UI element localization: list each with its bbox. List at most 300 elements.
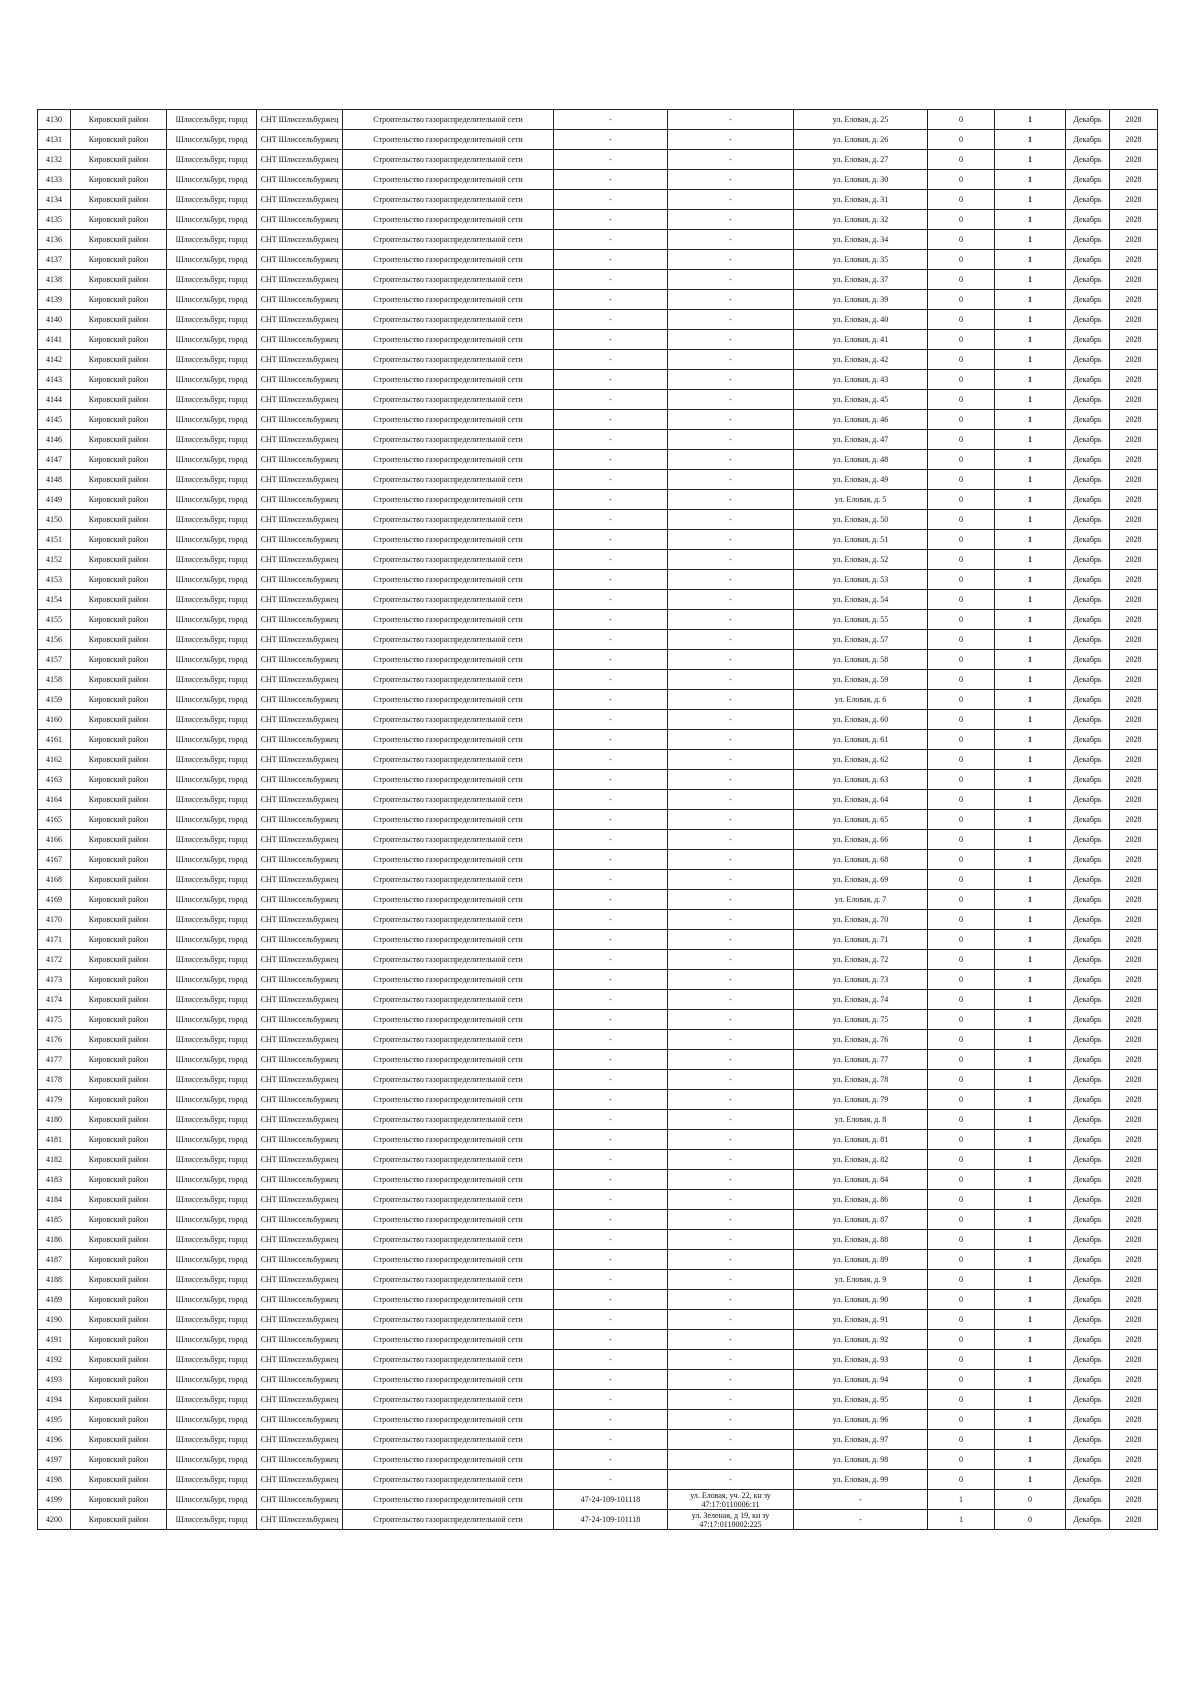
month-cell: Декабрь bbox=[1066, 250, 1110, 270]
count-a-cell: 0 bbox=[928, 1070, 995, 1090]
count-b-cell: 1 bbox=[995, 810, 1066, 830]
snt-cell: СНТ Шлиссельбуржец bbox=[257, 530, 343, 550]
count-b-cell: 1 bbox=[995, 150, 1066, 170]
work-type-cell: Строительство газораспределительной сети bbox=[343, 910, 554, 930]
count-a-cell: 0 bbox=[928, 810, 995, 830]
table-row bbox=[38, 410, 1158, 430]
month-cell: Декабрь bbox=[1066, 1050, 1110, 1070]
settlement-cell: Шлиссельбург, город bbox=[167, 950, 257, 970]
work-type-cell: Строительство газораспределительной сети bbox=[343, 390, 554, 410]
row-number: 4136 bbox=[38, 230, 71, 250]
address-cell: ул. Еловая, д. 54 bbox=[794, 590, 928, 610]
object-cell: - bbox=[668, 750, 794, 770]
row-number: 4174 bbox=[38, 990, 71, 1010]
row-number: 4143 bbox=[38, 370, 71, 390]
count-a-cell: 0 bbox=[928, 610, 995, 630]
count-a-cell: 0 bbox=[928, 1010, 995, 1030]
address-cell: ул. Еловая, д. 35 bbox=[794, 250, 928, 270]
code-cell: - bbox=[554, 1010, 668, 1030]
count-b-cell: 1 bbox=[995, 530, 1066, 550]
district-cell: Кировский район bbox=[71, 710, 167, 730]
snt-cell: СНТ Шлиссельбуржец bbox=[257, 1410, 343, 1430]
district-cell: Кировский район bbox=[71, 110, 167, 130]
work-type-cell: Строительство газораспределительной сети bbox=[343, 830, 554, 850]
address-cell: ул. Еловая, д. 78 bbox=[794, 1070, 928, 1090]
year-cell: 2028 bbox=[1110, 630, 1158, 650]
month-cell: Декабрь bbox=[1066, 1190, 1110, 1210]
address-cell: ул. Еловая, д. 64 bbox=[794, 790, 928, 810]
count-b-cell: 1 bbox=[995, 830, 1066, 850]
table-row bbox=[38, 290, 1158, 310]
object-cell: - bbox=[668, 1190, 794, 1210]
settlement-cell: Шлиссельбург, город bbox=[167, 290, 257, 310]
address-cell: ул. Еловая, д. 45 bbox=[794, 390, 928, 410]
count-a-cell: 0 bbox=[928, 330, 995, 350]
row-number: 4172 bbox=[38, 950, 71, 970]
settlement-cell: Шлиссельбург, город bbox=[167, 470, 257, 490]
snt-cell: СНТ Шлиссельбуржец bbox=[257, 1150, 343, 1170]
count-b-cell: 1 bbox=[995, 210, 1066, 230]
work-type-cell: Строительство газораспределительной сети bbox=[343, 110, 554, 130]
work-type-cell: Строительство газораспределительной сети bbox=[343, 1470, 554, 1490]
snt-cell: СНТ Шлиссельбуржец bbox=[257, 670, 343, 690]
row-number: 4161 bbox=[38, 730, 71, 750]
table-row bbox=[38, 1010, 1158, 1030]
settlement-cell: Шлиссельбург, город bbox=[167, 230, 257, 250]
count-a-cell: 0 bbox=[928, 510, 995, 530]
row-number: 4166 bbox=[38, 830, 71, 850]
month-cell: Декабрь bbox=[1066, 310, 1110, 330]
table-row bbox=[38, 1110, 1158, 1130]
work-type-cell: Строительство газораспределительной сети bbox=[343, 1170, 554, 1190]
district-cell: Кировский район bbox=[71, 910, 167, 930]
count-b-cell: 1 bbox=[995, 1310, 1066, 1330]
address-cell: ул. Еловая, д. 53 bbox=[794, 570, 928, 590]
settlement-cell: Шлиссельбург, город bbox=[167, 1490, 257, 1510]
address-cell: ул. Еловая, д. 60 bbox=[794, 710, 928, 730]
snt-cell: СНТ Шлиссельбуржец bbox=[257, 330, 343, 350]
count-b-cell: 1 bbox=[995, 590, 1066, 610]
year-cell: 2028 bbox=[1110, 150, 1158, 170]
address-cell: ул. Еловая, д. 63 bbox=[794, 770, 928, 790]
snt-cell: СНТ Шлиссельбуржец bbox=[257, 730, 343, 750]
work-type-cell: Строительство газораспределительной сети bbox=[343, 1450, 554, 1470]
code-cell: - bbox=[554, 330, 668, 350]
table-row bbox=[38, 310, 1158, 330]
object-cell: - bbox=[668, 1410, 794, 1430]
settlement-cell: Шлиссельбург, город bbox=[167, 1430, 257, 1450]
year-cell: 2028 bbox=[1110, 1310, 1158, 1330]
code-cell: - bbox=[554, 1290, 668, 1310]
address-cell: ул. Еловая, д. 88 bbox=[794, 1230, 928, 1250]
count-a-cell: 0 bbox=[928, 1170, 995, 1190]
table-row bbox=[38, 190, 1158, 210]
address-cell: ул. Еловая, д. 96 bbox=[794, 1410, 928, 1430]
count-a-cell: 0 bbox=[928, 270, 995, 290]
work-type-cell: Строительство газораспределительной сети bbox=[343, 290, 554, 310]
month-cell: Декабрь bbox=[1066, 1370, 1110, 1390]
count-b-cell: 1 bbox=[995, 1370, 1066, 1390]
year-cell: 2028 bbox=[1110, 290, 1158, 310]
snt-cell: СНТ Шлиссельбуржец bbox=[257, 810, 343, 830]
gasification-table bbox=[37, 109, 1158, 1530]
month-cell: Декабрь bbox=[1066, 610, 1110, 630]
month-cell: Декабрь bbox=[1066, 350, 1110, 370]
address-cell: ул. Еловая, д. 46 bbox=[794, 410, 928, 430]
count-a-cell: 0 bbox=[928, 1290, 995, 1310]
table-row bbox=[38, 1230, 1158, 1250]
year-cell: 2028 bbox=[1110, 1410, 1158, 1430]
district-cell: Кировский район bbox=[71, 390, 167, 410]
year-cell: 2028 bbox=[1110, 1470, 1158, 1490]
code-cell: - bbox=[554, 310, 668, 330]
work-type-cell: Строительство газораспределительной сети bbox=[343, 330, 554, 350]
count-a-cell: 0 bbox=[928, 1390, 995, 1410]
row-number: 4151 bbox=[38, 530, 71, 550]
settlement-cell: Шлиссельбург, город bbox=[167, 390, 257, 410]
code-cell: - bbox=[554, 1250, 668, 1270]
object-cell: - bbox=[668, 810, 794, 830]
row-number: 4183 bbox=[38, 1170, 71, 1190]
count-b-cell: 0 bbox=[995, 1510, 1066, 1530]
settlement-cell: Шлиссельбург, город bbox=[167, 970, 257, 990]
year-cell: 2028 bbox=[1110, 1130, 1158, 1150]
month-cell: Декабрь bbox=[1066, 670, 1110, 690]
settlement-cell: Шлиссельбург, город bbox=[167, 1150, 257, 1170]
snt-cell: СНТ Шлиссельбуржец bbox=[257, 710, 343, 730]
settlement-cell: Шлиссельбург, город bbox=[167, 750, 257, 770]
district-cell: Кировский район bbox=[71, 1150, 167, 1170]
month-cell: Декабрь bbox=[1066, 530, 1110, 550]
month-cell: Декабрь bbox=[1066, 1430, 1110, 1450]
work-type-cell: Строительство газораспределительной сети bbox=[343, 210, 554, 230]
count-b-cell: 1 bbox=[995, 690, 1066, 710]
district-cell: Кировский район bbox=[71, 690, 167, 710]
district-cell: Кировский район bbox=[71, 230, 167, 250]
object-cell: - bbox=[668, 210, 794, 230]
code-cell: - bbox=[554, 390, 668, 410]
code-cell: - bbox=[554, 210, 668, 230]
code-cell: - bbox=[554, 1050, 668, 1070]
row-number: 4159 bbox=[38, 690, 71, 710]
object-cell: - bbox=[668, 950, 794, 970]
work-type-cell: Строительство газораспределительной сети bbox=[343, 850, 554, 870]
table-row bbox=[38, 510, 1158, 530]
year-cell: 2028 bbox=[1110, 410, 1158, 430]
object-cell: - bbox=[668, 130, 794, 150]
snt-cell: СНТ Шлиссельбуржец bbox=[257, 1470, 343, 1490]
settlement-cell: Шлиссельбург, город bbox=[167, 570, 257, 590]
settlement-cell: Шлиссельбург, город bbox=[167, 330, 257, 350]
address-cell: ул. Еловая, д. 59 bbox=[794, 670, 928, 690]
count-a-cell: 0 bbox=[928, 470, 995, 490]
snt-cell: СНТ Шлиссельбуржец bbox=[257, 210, 343, 230]
count-b-cell: 1 bbox=[995, 850, 1066, 870]
count-b-cell: 1 bbox=[995, 290, 1066, 310]
code-cell: - bbox=[554, 1330, 668, 1350]
table-row bbox=[38, 1490, 1158, 1510]
work-type-cell: Строительство газораспределительной сети bbox=[343, 190, 554, 210]
year-cell: 2028 bbox=[1110, 790, 1158, 810]
district-cell: Кировский район bbox=[71, 1490, 167, 1510]
snt-cell: СНТ Шлиссельбуржец bbox=[257, 450, 343, 470]
table-row bbox=[38, 710, 1158, 730]
district-cell: Кировский район bbox=[71, 890, 167, 910]
address-cell: ул. Еловая, д. 57 bbox=[794, 630, 928, 650]
code-cell: - bbox=[554, 270, 668, 290]
year-cell: 2028 bbox=[1110, 570, 1158, 590]
month-cell: Декабрь bbox=[1066, 850, 1110, 870]
address-cell: ул. Еловая, д. 77 bbox=[794, 1050, 928, 1070]
count-a-cell: 0 bbox=[928, 730, 995, 750]
count-a-cell: 0 bbox=[928, 250, 995, 270]
district-cell: Кировский район bbox=[71, 570, 167, 590]
district-cell: Кировский район bbox=[71, 350, 167, 370]
work-type-cell: Строительство газораспределительной сети bbox=[343, 350, 554, 370]
address-cell: ул. Еловая, д. 66 bbox=[794, 830, 928, 850]
year-cell: 2028 bbox=[1110, 270, 1158, 290]
month-cell: Декабрь bbox=[1066, 410, 1110, 430]
count-b-cell: 1 bbox=[995, 610, 1066, 630]
settlement-cell: Шлиссельбург, город bbox=[167, 110, 257, 130]
object-cell: - bbox=[668, 1150, 794, 1170]
code-cell: - bbox=[554, 230, 668, 250]
snt-cell: СНТ Шлиссельбуржец bbox=[257, 1430, 343, 1450]
settlement-cell: Шлиссельбург, город bbox=[167, 930, 257, 950]
settlement-cell: Шлиссельбург, город bbox=[167, 310, 257, 330]
address-cell: ул. Еловая, д. 71 bbox=[794, 930, 928, 950]
district-cell: Кировский район bbox=[71, 1250, 167, 1270]
settlement-cell: Шлиссельбург, город bbox=[167, 150, 257, 170]
year-cell: 2028 bbox=[1110, 1090, 1158, 1110]
settlement-cell: Шлиссельбург, город bbox=[167, 770, 257, 790]
count-a-cell: 0 bbox=[928, 750, 995, 770]
settlement-cell: Шлиссельбург, город bbox=[167, 1310, 257, 1330]
object-cell: - bbox=[668, 850, 794, 870]
settlement-cell: Шлиссельбург, город bbox=[167, 910, 257, 930]
count-a-cell: 0 bbox=[928, 870, 995, 890]
year-cell: 2028 bbox=[1110, 1010, 1158, 1030]
code-cell: - bbox=[554, 970, 668, 990]
address-cell: ул. Еловая, д. 30 bbox=[794, 170, 928, 190]
address-cell: ул. Еловая, д. 49 bbox=[794, 470, 928, 490]
count-a-cell: 0 bbox=[928, 150, 995, 170]
year-cell: 2028 bbox=[1110, 1510, 1158, 1530]
snt-cell: СНТ Шлиссельбуржец bbox=[257, 510, 343, 530]
month-cell: Декабрь bbox=[1066, 970, 1110, 990]
address-cell: ул. Еловая, д. 76 bbox=[794, 1030, 928, 1050]
count-a-cell: 0 bbox=[928, 890, 995, 910]
object-cell: - bbox=[668, 1270, 794, 1290]
work-type-cell: Строительство газораспределительной сети bbox=[343, 1490, 554, 1510]
settlement-cell: Шлиссельбург, город bbox=[167, 1410, 257, 1430]
month-cell: Декабрь bbox=[1066, 790, 1110, 810]
month-cell: Декабрь bbox=[1066, 270, 1110, 290]
settlement-cell: Шлиссельбург, город bbox=[167, 1090, 257, 1110]
district-cell: Кировский район bbox=[71, 1230, 167, 1250]
district-cell: Кировский район bbox=[71, 190, 167, 210]
snt-cell: СНТ Шлиссельбуржец bbox=[257, 230, 343, 250]
month-cell: Декабрь bbox=[1066, 1090, 1110, 1110]
address-cell: ул. Еловая, д. 47 bbox=[794, 430, 928, 450]
snt-cell: СНТ Шлиссельбуржец bbox=[257, 910, 343, 930]
row-number: 4137 bbox=[38, 250, 71, 270]
table-row bbox=[38, 630, 1158, 650]
table-row bbox=[38, 530, 1158, 550]
district-cell: Кировский район bbox=[71, 410, 167, 430]
year-cell: 2028 bbox=[1110, 870, 1158, 890]
object-cell: - bbox=[668, 110, 794, 130]
month-cell: Декабрь bbox=[1066, 1130, 1110, 1150]
year-cell: 2028 bbox=[1110, 1450, 1158, 1470]
object-cell: - bbox=[668, 250, 794, 270]
settlement-cell: Шлиссельбург, город bbox=[167, 1010, 257, 1030]
month-cell: Декабрь bbox=[1066, 870, 1110, 890]
row-number: 4180 bbox=[38, 1110, 71, 1130]
work-type-cell: Строительство газораспределительной сети bbox=[343, 230, 554, 250]
code-cell: - bbox=[554, 350, 668, 370]
snt-cell: СНТ Шлиссельбуржец bbox=[257, 930, 343, 950]
settlement-cell: Шлиссельбург, город bbox=[167, 1390, 257, 1410]
settlement-cell: Шлиссельбург, город bbox=[167, 370, 257, 390]
row-number: 4146 bbox=[38, 430, 71, 450]
table-row bbox=[38, 1190, 1158, 1210]
table-row bbox=[38, 430, 1158, 450]
row-number: 4147 bbox=[38, 450, 71, 470]
snt-cell: СНТ Шлиссельбуржец bbox=[257, 650, 343, 670]
district-cell: Кировский район bbox=[71, 810, 167, 830]
object-cell: - bbox=[668, 1090, 794, 1110]
code-cell: - bbox=[554, 450, 668, 470]
object-cell: - bbox=[668, 730, 794, 750]
object-cell: - bbox=[668, 1450, 794, 1470]
row-number: 4181 bbox=[38, 1130, 71, 1150]
snt-cell: СНТ Шлиссельбуржец bbox=[257, 1290, 343, 1310]
month-cell: Декабрь bbox=[1066, 430, 1110, 450]
month-cell: Декабрь bbox=[1066, 1270, 1110, 1290]
count-b-cell: 1 bbox=[995, 370, 1066, 390]
district-cell: Кировский район bbox=[71, 1430, 167, 1450]
work-type-cell: Строительство газораспределительной сети bbox=[343, 870, 554, 890]
year-cell: 2028 bbox=[1110, 530, 1158, 550]
object-cell: - bbox=[668, 390, 794, 410]
address-cell: ул. Еловая, д. 84 bbox=[794, 1170, 928, 1190]
count-a-cell: 0 bbox=[928, 1450, 995, 1470]
table-row bbox=[38, 1470, 1158, 1490]
code-cell: - bbox=[554, 490, 668, 510]
table-row bbox=[38, 910, 1158, 930]
settlement-cell: Шлиссельбург, город bbox=[167, 830, 257, 850]
row-number: 4162 bbox=[38, 750, 71, 770]
settlement-cell: Шлиссельбург, город bbox=[167, 1190, 257, 1210]
snt-cell: СНТ Шлиссельбуржец bbox=[257, 1370, 343, 1390]
count-b-cell: 1 bbox=[995, 1010, 1066, 1030]
count-b-cell: 1 bbox=[995, 730, 1066, 750]
settlement-cell: Шлиссельбург, город bbox=[167, 1250, 257, 1270]
year-cell: 2028 bbox=[1110, 950, 1158, 970]
table-row bbox=[38, 250, 1158, 270]
count-b-cell: 1 bbox=[995, 1350, 1066, 1370]
district-cell: Кировский район bbox=[71, 770, 167, 790]
work-type-cell: Строительство газораспределительной сети bbox=[343, 650, 554, 670]
count-b-cell: 1 bbox=[995, 770, 1066, 790]
count-b-cell: 1 bbox=[995, 550, 1066, 570]
snt-cell: СНТ Шлиссельбуржец bbox=[257, 550, 343, 570]
row-number: 4134 bbox=[38, 190, 71, 210]
row-number: 4195 bbox=[38, 1410, 71, 1430]
work-type-cell: Строительство газораспределительной сети bbox=[343, 310, 554, 330]
snt-cell: СНТ Шлиссельбуржец bbox=[257, 890, 343, 910]
object-cell: - bbox=[668, 1350, 794, 1370]
year-cell: 2028 bbox=[1110, 1430, 1158, 1450]
count-a-cell: 0 bbox=[928, 1210, 995, 1230]
code-cell: - bbox=[554, 750, 668, 770]
month-cell: Декабрь bbox=[1066, 990, 1110, 1010]
row-number: 4175 bbox=[38, 1010, 71, 1030]
snt-cell: СНТ Шлиссельбуржец bbox=[257, 290, 343, 310]
code-cell: - bbox=[554, 1370, 668, 1390]
address-cell: ул. Еловая, д. 58 bbox=[794, 650, 928, 670]
code-cell: - bbox=[554, 1170, 668, 1190]
settlement-cell: Шлиссельбург, город bbox=[167, 510, 257, 530]
row-number: 4192 bbox=[38, 1350, 71, 1370]
address-cell: ул. Еловая, д. 82 bbox=[794, 1150, 928, 1170]
district-cell: Кировский район bbox=[71, 170, 167, 190]
work-type-cell: Строительство газораспределительной сети bbox=[343, 1070, 554, 1090]
month-cell: Декабрь bbox=[1066, 510, 1110, 530]
row-number: 4150 bbox=[38, 510, 71, 530]
snt-cell: СНТ Шлиссельбуржец bbox=[257, 1450, 343, 1470]
work-type-cell: Строительство газораспределительной сети bbox=[343, 1330, 554, 1350]
count-a-cell: 0 bbox=[928, 710, 995, 730]
snt-cell: СНТ Шлиссельбуржец bbox=[257, 490, 343, 510]
month-cell: Декабрь bbox=[1066, 1290, 1110, 1310]
code-cell: - bbox=[554, 470, 668, 490]
work-type-cell: Строительство газораспределительной сети bbox=[343, 710, 554, 730]
table-row bbox=[38, 1410, 1158, 1430]
count-a-cell: 0 bbox=[928, 170, 995, 190]
code-cell: - bbox=[554, 130, 668, 150]
year-cell: 2028 bbox=[1110, 890, 1158, 910]
month-cell: Декабрь bbox=[1066, 290, 1110, 310]
address-cell: ул. Еловая, д. 81 bbox=[794, 1130, 928, 1150]
month-cell: Декабрь bbox=[1066, 490, 1110, 510]
year-cell: 2028 bbox=[1110, 990, 1158, 1010]
work-type-cell: Строительство газораспределительной сети bbox=[343, 930, 554, 950]
snt-cell: СНТ Шлиссельбуржец bbox=[257, 690, 343, 710]
snt-cell: СНТ Шлиссельбуржец bbox=[257, 1270, 343, 1290]
count-a-cell: 0 bbox=[928, 110, 995, 130]
address-cell: ул. Еловая, д. 79 bbox=[794, 1090, 928, 1110]
month-cell: Декабрь bbox=[1066, 1490, 1110, 1510]
table-row bbox=[38, 1070, 1158, 1090]
row-number: 4197 bbox=[38, 1450, 71, 1470]
code-cell: - bbox=[554, 1030, 668, 1050]
row-number: 4171 bbox=[38, 930, 71, 950]
year-cell: 2028 bbox=[1110, 750, 1158, 770]
address-cell: ул. Еловая, д. 25 bbox=[794, 110, 928, 130]
work-type-cell: Строительство газораспределительной сети bbox=[343, 1310, 554, 1330]
work-type-cell: Строительство газораспределительной сети bbox=[343, 570, 554, 590]
year-cell: 2028 bbox=[1110, 930, 1158, 950]
object-cell: - bbox=[668, 230, 794, 250]
code-cell: - bbox=[554, 910, 668, 930]
table-row bbox=[38, 650, 1158, 670]
year-cell: 2028 bbox=[1110, 1050, 1158, 1070]
year-cell: 2028 bbox=[1110, 1030, 1158, 1050]
count-a-cell: 0 bbox=[928, 1310, 995, 1330]
object-cell: - bbox=[668, 630, 794, 650]
